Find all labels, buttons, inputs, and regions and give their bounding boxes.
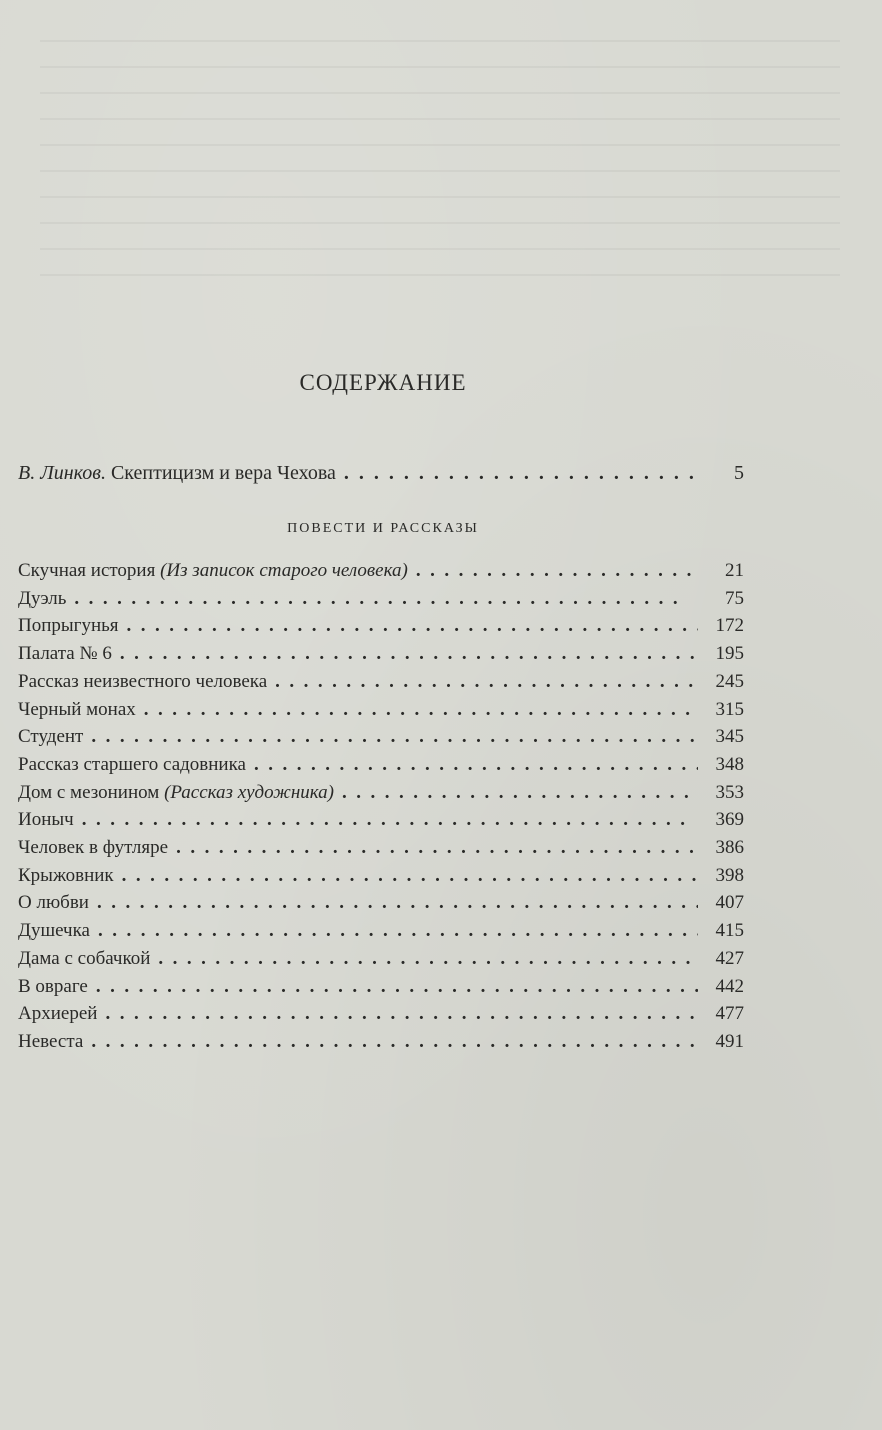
toc-entry-label: [18, 1032, 83, 1051]
dot-leader: [97, 893, 698, 912]
dot-leader: [176, 838, 698, 857]
dot-leader: [344, 463, 698, 483]
toc-page-number: 442: [715, 975, 744, 997]
toc-page-number: 369: [715, 809, 744, 831]
toc-entry: [18, 755, 744, 774]
toc-entry: [18, 672, 744, 691]
toc-page-number: 398: [715, 864, 744, 886]
toc-entry-label: [18, 463, 336, 483]
toc-entry-title: В овраге: [18, 975, 88, 997]
toc-entry-label: [18, 893, 89, 912]
toc-entry-title: Студент: [18, 726, 84, 748]
dot-leader: [91, 1032, 698, 1051]
toc-page-number: 21: [725, 560, 744, 581]
toc-entry-label: [18, 783, 334, 802]
toc-entry-label: [18, 561, 408, 580]
toc-entry: [18, 810, 744, 829]
toc-page-number: 407: [715, 892, 744, 914]
toc-entry-label: [18, 672, 267, 691]
toc-page-number: 427: [715, 947, 744, 969]
toc-entry: [18, 921, 744, 940]
toc-entry-title: Скучная история: [18, 560, 156, 581]
toc-entry-label: [18, 977, 88, 996]
toc-entry-title: Черный монах: [18, 698, 136, 720]
toc-entry-title: Крыжовник: [18, 864, 114, 886]
toc-page-number: 5: [734, 462, 744, 484]
dot-leader: [275, 672, 698, 691]
toc-entry-intro: [18, 463, 744, 483]
dot-leader: [98, 921, 698, 940]
toc-page-number: 386: [715, 837, 744, 858]
toc-entry-title: Архиерей: [18, 1003, 98, 1025]
toc-entry: [18, 644, 744, 663]
toc-entry: [18, 977, 744, 996]
toc-entry: [18, 949, 744, 968]
toc-page-number: 172: [715, 615, 744, 637]
dot-leader: [120, 644, 698, 663]
show-through-text: [40, 40, 840, 300]
toc-entry-title: Попрыгунья: [18, 615, 119, 637]
toc-entry-subtitle: (Рассказ художника): [164, 781, 335, 803]
toc-entry-label: [18, 644, 112, 663]
toc-entry-title: Ионыч: [18, 809, 74, 831]
toc-entry-title: Рассказ неизвестного человека: [18, 670, 268, 692]
toc-page-number: 75: [725, 587, 744, 609]
toc-entry-label: [18, 866, 114, 885]
toc-entry: [18, 893, 744, 912]
section-heading: ПОВЕСТИ И РАССКАЗЫ: [287, 521, 479, 536]
page-title: СОДЕРЖАНИЕ: [299, 370, 467, 395]
toc-page-number: 353: [715, 781, 744, 803]
toc-entry: [18, 838, 744, 857]
toc-entry-title: Невеста: [18, 1030, 84, 1052]
toc-entry-label: [18, 921, 90, 940]
dot-leader: [416, 561, 698, 580]
dot-leader: [122, 866, 698, 885]
toc-entry-label: [18, 727, 83, 746]
toc-entry-title: Дом с мезонином: [18, 781, 160, 803]
toc-entry-title: Рассказ старшего садовника: [18, 753, 246, 775]
toc-page-number: 415: [715, 920, 744, 942]
dot-leader: [342, 783, 698, 802]
toc-entry-label: [18, 949, 150, 968]
dot-leader: [82, 810, 698, 829]
toc-entry-label: [18, 838, 168, 857]
toc-entry-label: [18, 616, 119, 635]
toc-entry-title: Палата № 6: [18, 643, 112, 665]
toc-page-number: 315: [715, 698, 744, 720]
toc-page-number: 345: [715, 726, 744, 748]
toc-entry-title: Дама с собачкой: [18, 947, 151, 969]
toc-entry-title: Душечка: [18, 920, 90, 942]
dot-leader: [96, 977, 698, 996]
toc-entry-title: Человек в футляре: [18, 837, 169, 858]
toc-page-number: 477: [715, 1003, 744, 1025]
toc-entry: [18, 783, 744, 802]
toc-entry: [18, 866, 744, 885]
toc-page-number: 195: [715, 643, 744, 665]
toc-page-number: 245: [715, 670, 744, 692]
dot-leader: [158, 949, 698, 968]
dot-leader: [127, 616, 698, 635]
toc-page-number: 491: [715, 1030, 744, 1052]
toc-entry: [18, 1032, 744, 1051]
intro-author: В. Линков.: [18, 462, 106, 484]
intro-text: Скептицизм и вера Чехова: [110, 462, 336, 484]
dot-leader: [105, 1004, 698, 1023]
toc-entry: [18, 1004, 744, 1023]
dot-leader: [91, 727, 698, 746]
dot-leader: [254, 755, 698, 774]
dot-leader: [74, 589, 698, 608]
toc-entry-subtitle: (Из записок старого человека): [160, 560, 408, 581]
dot-leader: [144, 700, 698, 719]
toc-page-number: 348: [715, 753, 744, 775]
toc-entry: [18, 616, 744, 635]
toc-entry-label: [18, 700, 136, 719]
toc-entry-label: [18, 589, 66, 608]
toc-entry-label: [18, 810, 74, 829]
toc-entry: [18, 727, 744, 746]
toc-entry-title: Дуэль: [18, 587, 67, 609]
toc-entry-label: [18, 1004, 97, 1023]
toc-entry: [18, 589, 744, 608]
toc-entry: [18, 561, 744, 580]
toc-entry: [18, 700, 744, 719]
toc-entry-title: О любви: [18, 892, 89, 914]
toc-entry-label: [18, 755, 246, 774]
